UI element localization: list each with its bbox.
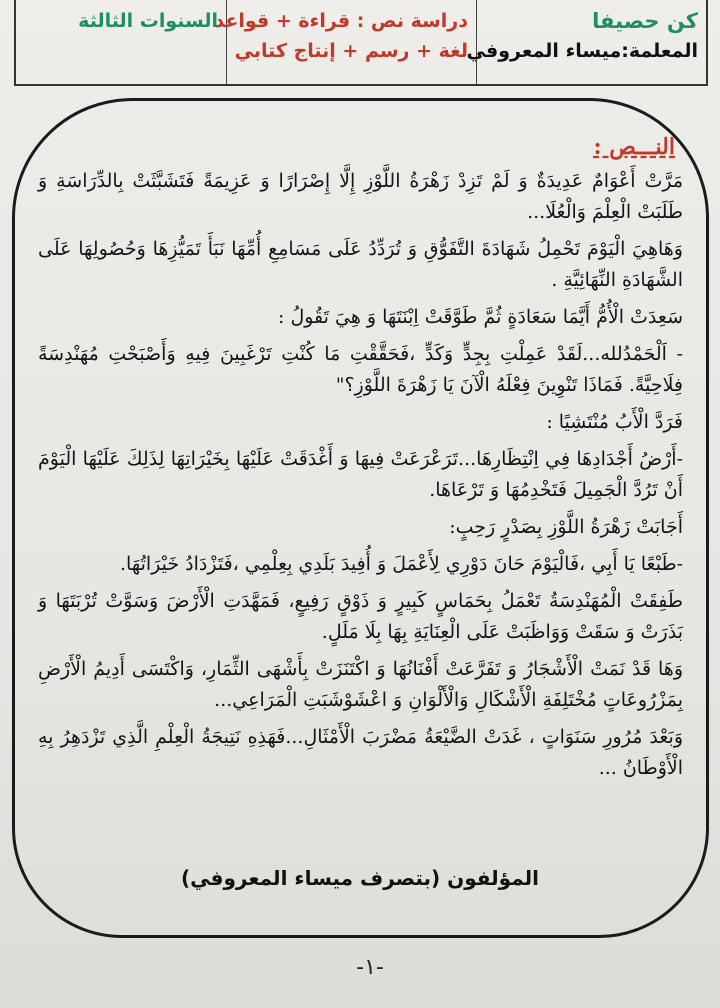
paragraph: طَفِقَتْ الْمُهَنْدِسَةُ تَعْمَلُ بِحَمَاسٍ كَبِيرٍ وَ ذَوْقٍ رَفِيعٍ، فَمَهَّدَتِ الْأَرْضَ وَسَوَّتْ تُرْبَتَهَا وَ بَذَرَتْ وَ سَقَتْ وَوَاظَبَتْ عَلَى الْعِنَايَةِ بِهَا بِلَا مَلَلٍ. <box>38 590 683 643</box>
authors-credit: المؤلفون (بتصرف ميساء المعروفي) <box>181 866 539 890</box>
lesson-title: دراسة نص : قراءة + قواعد <box>214 10 468 32</box>
paragraph: مَرَّتْ أَعْوَامٌ عَدِيدَةٌ وَ لَمْ تَزِدْ زَهْرَةُ اللَّوْزِ إِلَّا إِصْرَارًا وَ عَزِيمَةً فَتَشَبَّثَتْ بِالدِّرَاسَةِ وَ طَلَبَتْ الْعِلْمَ وَالْعُلَا... <box>38 170 683 223</box>
paragraph: -أَرْضُ أَجْدَادِهَا فِي اِنْتِظَارِهَا...تَرَعْرَعَتْ فِيهَا وَ أَغْدَقَتْ عَلَيْهَا بِخَيْرَاتِهَا لِذَلِكَ عَلَيْهَا الْيَوْمَ أَنْ تَرُدَّ الْجَمِيلَ فَتَخْدِمُهَا وَ تَرْعَاهَا. <box>38 448 683 501</box>
paragraph: - اَلْحَمْدُلله...لَقَدْ عَمِلْتِ بِجِدٍّ وَكَدٍّ ،فَحَقَّقْتِ مَا كُنْتِ تَرْغَبِينَ فِيهِ وَأَصْبَحْتِ مُهَنْدِسَةً فِلَاحِيَّةً. فَمَاذَا تَنْوِينَ فِعْلَهُ الْآنَ يَا زَهْرَةَ اللَّوْزِ؟" <box>38 343 683 396</box>
paragraph: وَبَعْدَ مُرُورِ سَنَوَاتٍ ، غَدَتْ الضَّيْعَةُ مَضْرَبَ الْأَمْثَالِ...فَهَذِهِ نَتِيجَةُ الْعِلْمِ الَّذِي تَزْدَهِرُ بِهِ الْأَوْطَانُ ... <box>38 726 683 779</box>
paragraph: -طَبْعًا يَا أَبِي ،فَالْيَوْمَ حَانَ دَوْرِي لِأَعْمَلَ وَ أُفِيدَ بَلَدِي بِعِلْمِي ،فَتَزْدَادُ خَيْرَاتُهَا. <box>120 553 683 575</box>
motto: كن حصيفا <box>592 9 698 33</box>
teacher-name: المعلمة:ميساء المعروفي <box>466 40 698 62</box>
lesson-subtitle: لغة + رسم + إنتاج كتابي <box>234 40 468 62</box>
paragraph: وَهَا قَدْ نَمَتْ الْأَشْجَارُ وَ تَفَرَّعَتْ أَفْنَانُهَا وَ اكْتَنَزَتْ بِأَشْهَى الثِّمَارِ، وَاكْتَسَى أَدِيمُ الْأَرْضِ بِمَزْرُوعَاتٍ مُخْتَلِفَةِ الْأَشْكَالِ وَالْأَلْوَانِ وَ اعْشَوْشَبَتِ الْمَرَاعِي... <box>38 658 683 711</box>
grade-label: السنوات الثالثة <box>78 10 218 32</box>
header-table <box>14 0 708 86</box>
paragraph: وَهَاهِيَ الْيَوْمَ تَحْمِلُ شَهَادَةَ التَّفَوُّقِ وَ تُرَدِّدُ عَلَى مَسَامِعِ أُمِّهَا نَبَأَ تَمَيُّزِهَا وَحُصُولِهَا عَلَى الشَّهَادَةِ النِّهَائِيَّةِ . <box>38 238 683 291</box>
header-grade-cell <box>16 0 226 84</box>
page-number: -١- <box>356 955 384 980</box>
text-heading: النـــص : <box>593 134 675 160</box>
paragraph: فَرَدَّ الْأَبُ مُنْتَشِيًا : <box>546 411 683 433</box>
reading-text <box>38 130 683 790</box>
header-motto-cell <box>466 0 706 84</box>
paragraph: سَعِدَتْ الْأُمُّ أَيَّمَا سَعَادَةٍ ثُمَّ طَوَّقَتْ اِبْنَتَهَا وَ هِيَ تَقُولُ : <box>278 306 683 328</box>
paragraph: أَجَابَتْ زَهْرَةُ اللَّوْزِ بِصَدْرٍ رَحِبٍ: <box>449 516 683 538</box>
header-lesson-cell <box>214 0 476 84</box>
